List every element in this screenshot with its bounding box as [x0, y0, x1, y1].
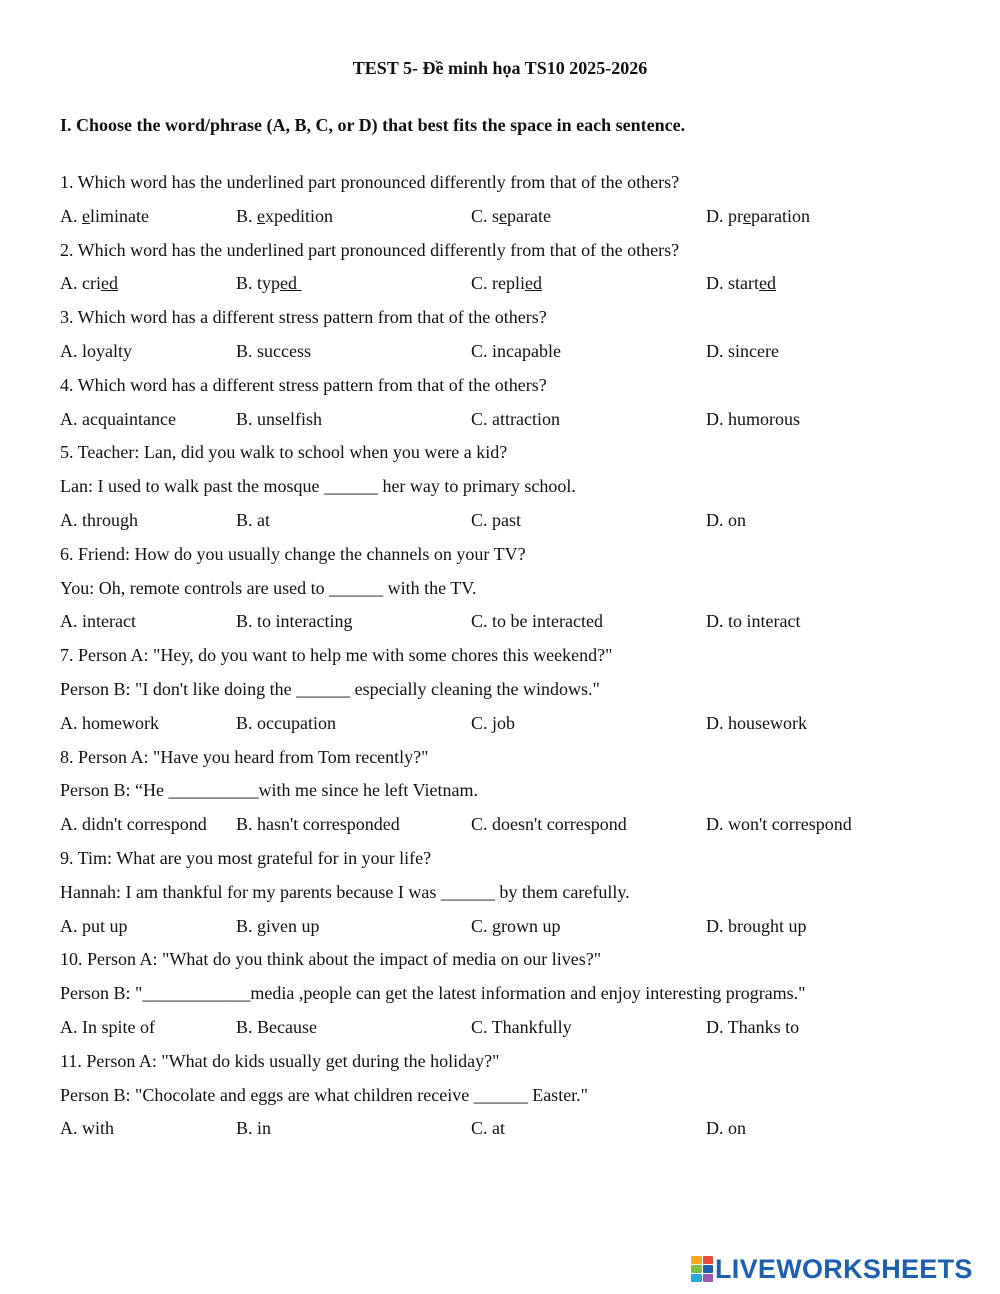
- logo-mark-icon: [691, 1256, 713, 1282]
- option-text: B. given up: [236, 915, 320, 936]
- option-text: D. start: [706, 273, 759, 294]
- answer-option-b[interactable]: [236, 510, 270, 531]
- answer-option-a[interactable]: [60, 409, 176, 430]
- option-text: A. didn't correspond: [60, 814, 207, 835]
- option-text: A.: [60, 205, 82, 226]
- option-text: B. success: [236, 341, 311, 361]
- question-dialogue-line: You: Oh, remote controls are used to ______ with the TV.: [60, 577, 477, 598]
- question-dialogue-line: Person B: “He __________with me since he left Vietnam.: [60, 780, 479, 801]
- answer-option-a[interactable]: [60, 1118, 114, 1139]
- option-text: B. hasn't corresponded: [236, 814, 400, 835]
- liveworksheets-logo: [691, 1253, 973, 1285]
- option-text: B. to interacting: [236, 611, 353, 632]
- option-text: A. with: [60, 1118, 114, 1139]
- option-text: B. in: [236, 1118, 272, 1139]
- question-dialogue-line: Person B: "I don't like doing the ______ especially cleaning the windows.": [60, 679, 600, 699]
- answer-option-b[interactable]: [236, 916, 320, 937]
- answer-option-c[interactable]: [471, 916, 561, 937]
- answer-option-b[interactable]: [236, 611, 352, 632]
- logo-text: LIVEWORKSHEETS: [715, 1253, 973, 1284]
- option-text: C. to be interacted: [471, 611, 603, 632]
- question-text: 4. Which word has a different stress pattern from that of the others?: [60, 374, 547, 395]
- answer-option-d[interactable]: [706, 510, 746, 531]
- logo-tile: [703, 1256, 714, 1264]
- option-text: A. In spite of: [60, 1017, 155, 1037]
- option-text: B.: [236, 205, 258, 226]
- option-text: D. on: [706, 1118, 746, 1139]
- option-text: D. housework: [706, 712, 807, 733]
- section-heading: I. Choose the word/phrase (A, B, C, or D) that best fits the space in each sentence.: [60, 115, 686, 135]
- answer-option-a[interactable]: [60, 273, 118, 294]
- logo-tile: [691, 1265, 702, 1273]
- answer-option-a[interactable]: [60, 713, 159, 734]
- option-text: D. brought up: [706, 915, 807, 936]
- answer-option-c[interactable]: [471, 611, 603, 632]
- logo-tile: [703, 1274, 714, 1282]
- question-text: 11. Person A: "What do kids usually get during the holiday?": [60, 1050, 500, 1071]
- option-text: C. doesn't correspond: [471, 814, 627, 835]
- answer-option-c[interactable]: [471, 341, 561, 362]
- answer-option-d[interactable]: [706, 916, 807, 937]
- underlined-part: ed: [100, 273, 118, 294]
- question-text: 8. Person A: "Have you heard from Tom recently?": [60, 746, 429, 767]
- option-text-rest: liminate: [90, 205, 149, 226]
- option-text: C. Thankfully: [471, 1017, 572, 1037]
- underlined-part: ed: [759, 273, 776, 294]
- underlined-part: ed: [280, 273, 302, 294]
- answer-option-d[interactable]: [706, 1118, 746, 1139]
- option-text-rest: xpedition: [265, 205, 334, 226]
- option-text-rest: parate: [507, 205, 551, 226]
- answer-option-b[interactable]: [236, 814, 400, 835]
- answer-option-b[interactable]: [236, 409, 322, 430]
- question-text: 1. Which word has the underlined part pronounced differently from that of the others?: [60, 172, 680, 192]
- question-text: 9. Tim: What are you most grateful for in your life?: [60, 848, 432, 868]
- underlined-part: e: [257, 205, 266, 226]
- option-text: D. pr: [706, 205, 743, 226]
- answer-option-c[interactable]: [471, 409, 560, 430]
- answer-option-a[interactable]: [60, 510, 138, 531]
- answer-option-a[interactable]: [60, 206, 149, 227]
- underlined-part: e: [82, 205, 90, 226]
- answer-option-b[interactable]: [236, 713, 336, 734]
- answer-option-a[interactable]: [60, 814, 207, 835]
- underlined-part: e: [499, 205, 508, 226]
- question-text: 6. Friend: How do you usually change the channels on your TV?: [60, 543, 526, 564]
- option-text: B. unselfish: [236, 408, 323, 429]
- option-text: C. attraction: [471, 408, 560, 429]
- underlined-part: e: [743, 205, 751, 226]
- answer-option-a[interactable]: [60, 341, 132, 362]
- answer-option-c[interactable]: [471, 206, 551, 227]
- page-title: TEST 5- Đề minh họa TS10 2025-2026: [352, 58, 648, 78]
- option-text: A. acquaintance: [60, 408, 176, 429]
- answer-option-d[interactable]: [706, 341, 779, 362]
- answer-option-a[interactable]: [60, 611, 136, 632]
- option-text: A. homework: [60, 712, 159, 733]
- option-text: C. at: [471, 1118, 505, 1139]
- option-text: B. occupation: [236, 712, 336, 733]
- question-dialogue-line: Person B: "____________media ,people can get the latest information and enjoy interesting programs.": [60, 983, 806, 1004]
- question-text: 2. Which word has the underlined part pronounced differently from that of the others?: [60, 239, 680, 260]
- option-text: A. cri: [60, 273, 101, 294]
- option-text: D. on: [706, 510, 746, 530]
- answer-option-d[interactable]: [706, 814, 852, 835]
- option-text: C. past: [471, 510, 522, 530]
- option-text: D. humorous: [706, 408, 800, 429]
- answer-option-d[interactable]: [706, 273, 776, 294]
- option-text: A. put up: [60, 915, 128, 936]
- option-text: C. s: [471, 205, 500, 226]
- answer-option-c[interactable]: [471, 510, 521, 531]
- option-text: D. to interact: [706, 611, 801, 632]
- answer-option-c[interactable]: [471, 1118, 505, 1139]
- option-text: C. job: [471, 712, 516, 733]
- logo-tile: [703, 1265, 714, 1273]
- option-text: D. won't correspond: [706, 814, 852, 835]
- answer-option-d[interactable]: [706, 611, 800, 632]
- question-text: 7. Person A: "Hey, do you want to help me with some chores this weekend?": [60, 645, 613, 666]
- answer-option-b[interactable]: [236, 206, 333, 227]
- option-text-rest: paration: [751, 205, 810, 226]
- answer-option-b[interactable]: [236, 273, 302, 294]
- answer-option-d[interactable]: [706, 1017, 799, 1038]
- option-text: A. interact: [60, 611, 136, 632]
- option-text: C. repli: [471, 273, 525, 294]
- option-text: D. Thanks to: [706, 1017, 800, 1037]
- option-text: B. at: [236, 510, 270, 530]
- answer-option-d[interactable]: [706, 409, 800, 430]
- logo-tile: [691, 1256, 702, 1264]
- answer-option-c[interactable]: [471, 273, 542, 294]
- question-dialogue-line: Lan: I used to walk past the mosque ______ her way to primary school.: [60, 476, 576, 497]
- answer-option-b[interactable]: [236, 1118, 271, 1139]
- option-text: C. incapable: [471, 341, 561, 361]
- option-text: A. through: [60, 510, 138, 530]
- question-text: 5. Teacher: Lan, did you walk to school when you were a kid?: [60, 442, 508, 463]
- answer-option-a[interactable]: [60, 916, 128, 937]
- underlined-part: ed: [525, 273, 542, 294]
- answer-option-c[interactable]: [471, 814, 627, 835]
- question-dialogue-line: Person B: "Chocolate and eggs are what children receive ______ Easter.": [60, 1084, 589, 1105]
- answer-option-d[interactable]: [706, 713, 807, 734]
- answer-option-b[interactable]: [236, 341, 311, 362]
- option-text: B. Because: [236, 1017, 317, 1037]
- question-dialogue-line: Hannah: I am thankful for my parents because I was ______ by them carefully.: [60, 881, 630, 902]
- option-text: B. typ: [236, 273, 281, 294]
- option-text: D. sincere: [706, 341, 779, 361]
- option-text: A. loyalty: [60, 341, 132, 361]
- question-text: 10. Person A: "What do you think about the impact of media on our lives?": [60, 949, 602, 970]
- answer-option-d[interactable]: [706, 206, 810, 227]
- option-text: C. grown up: [471, 915, 561, 936]
- answer-option-a[interactable]: [60, 1017, 155, 1038]
- logo-tile: [691, 1274, 702, 1282]
- answer-option-c[interactable]: [471, 1017, 572, 1038]
- question-text: 3. Which word has a different stress pattern from that of the others?: [60, 307, 547, 328]
- answer-option-c[interactable]: [471, 713, 515, 734]
- answer-option-b[interactable]: [236, 1017, 317, 1038]
